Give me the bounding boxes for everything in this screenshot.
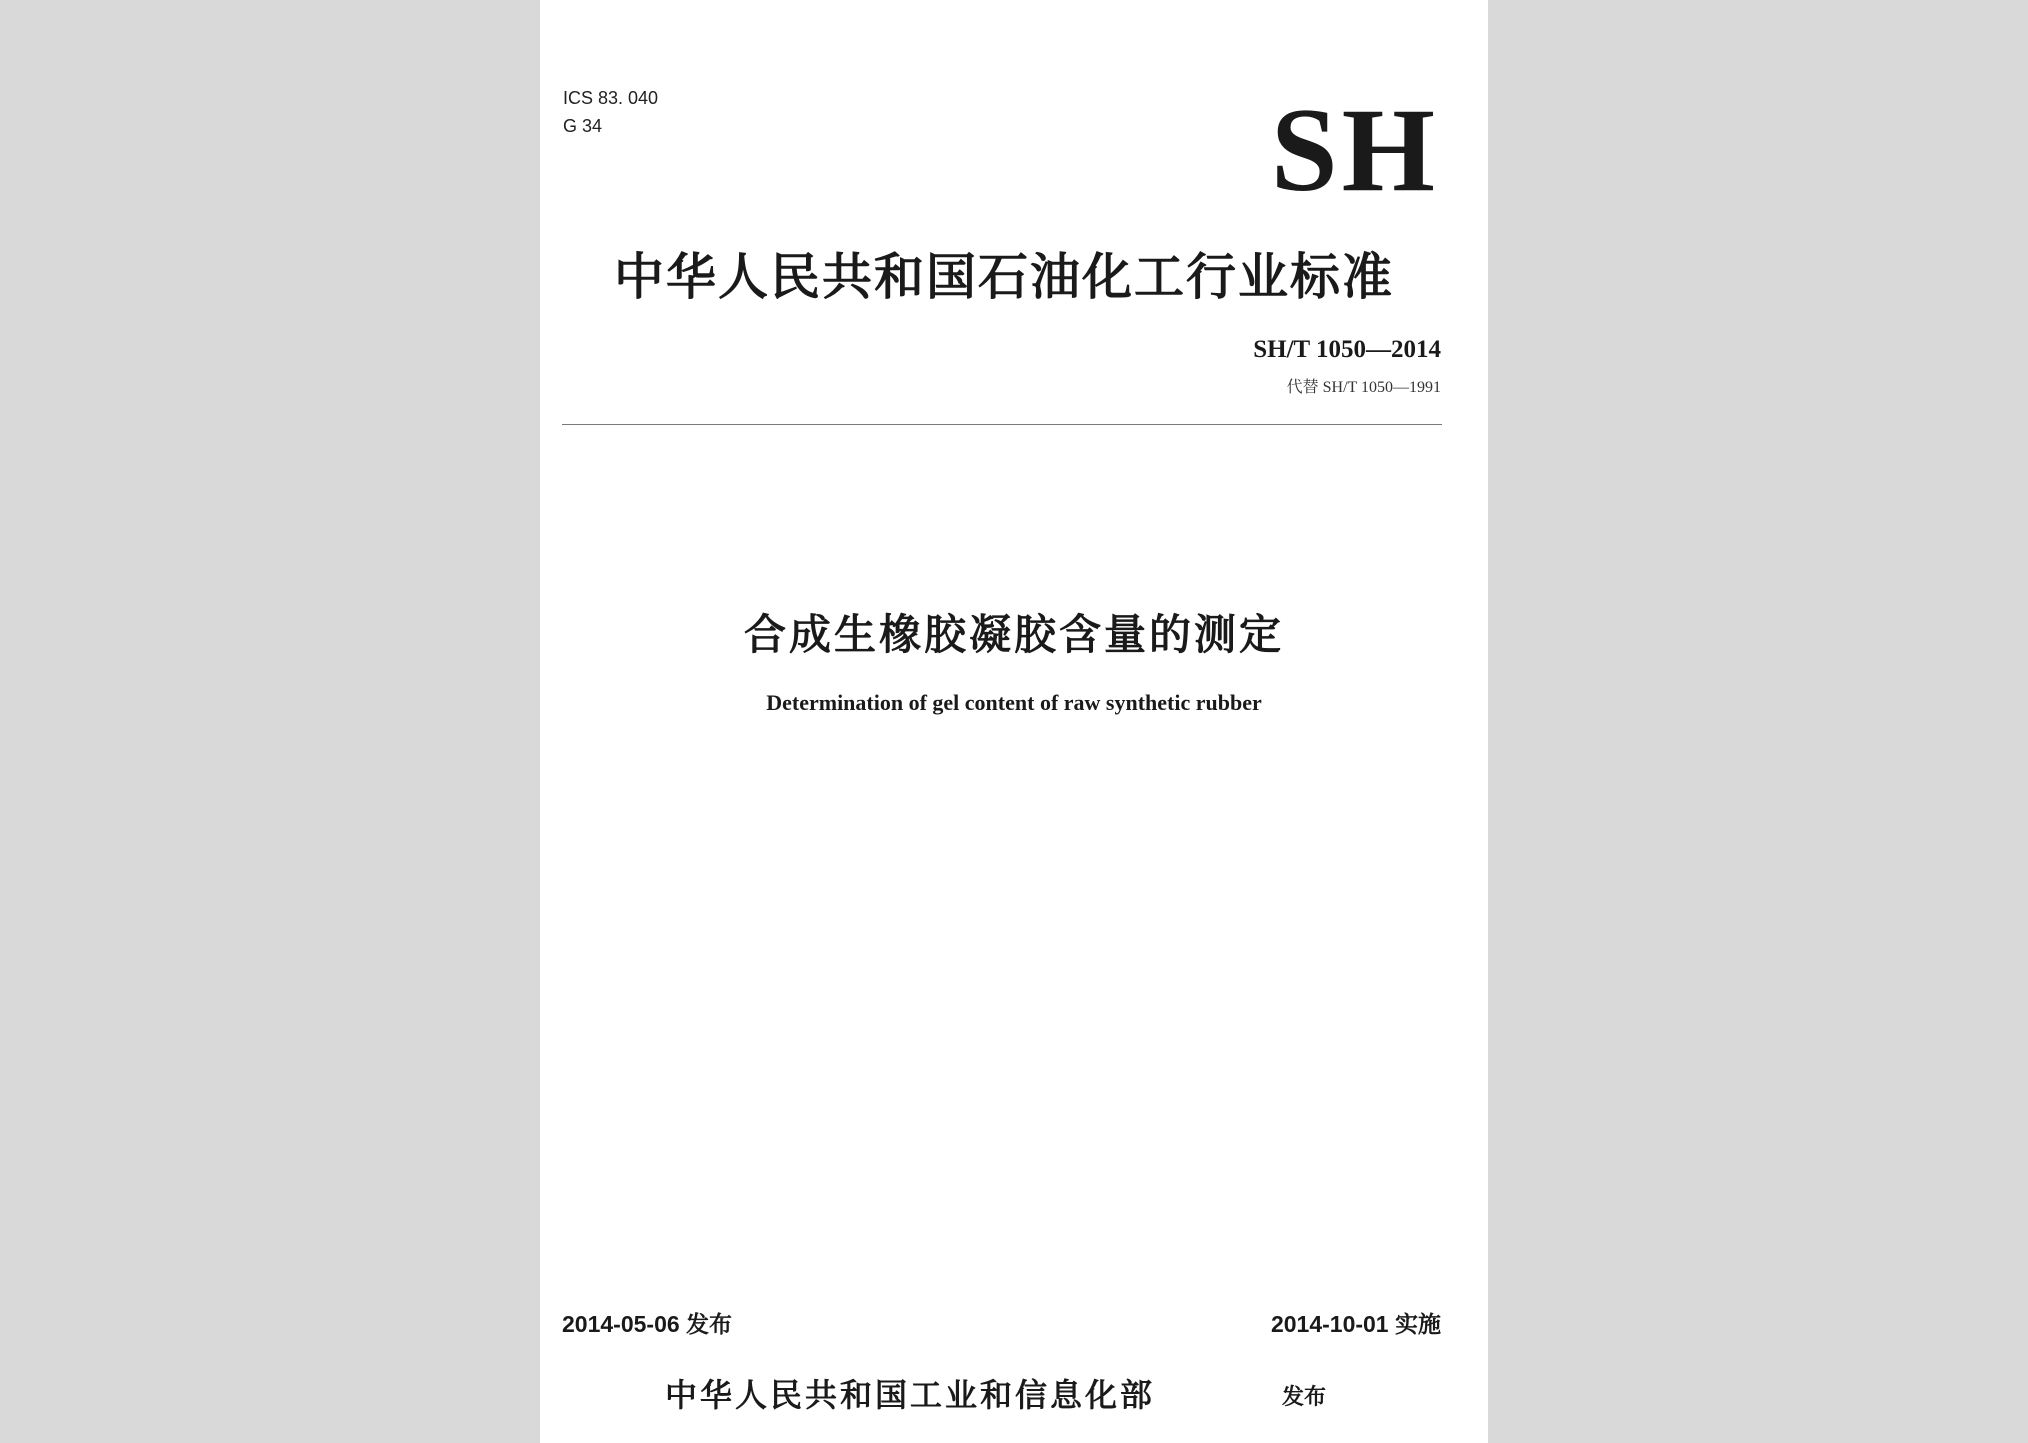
ics-code: ICS 83. 040 xyxy=(563,88,659,108)
document-page xyxy=(540,0,1488,1443)
replaces-note: 代替 SH/T 1050—1991 xyxy=(1286,379,1441,396)
standard-logo: SH xyxy=(1270,83,1439,216)
implementation-date: 2014-10-01 实施 xyxy=(1270,1311,1441,1337)
classification-code: G 34 xyxy=(563,116,603,136)
publisher-name: 中华人民共和国工业和信息化部 xyxy=(665,1376,1156,1414)
publish-label: 发布 xyxy=(1282,1385,1327,1410)
industry-title: 中华人民共和国石油化工行业标准 xyxy=(614,248,1394,306)
header-divider xyxy=(562,424,1442,425)
issue-date: 2014-05-06 发布 xyxy=(562,1311,733,1337)
document-title-chinese: 合成生橡胶凝胶含量的测定 xyxy=(743,610,1284,659)
document-title-english: Determination of gel content of raw synthetic rubber xyxy=(766,690,1262,715)
standard-code: SH/T 1050—2014 xyxy=(1253,336,1441,363)
